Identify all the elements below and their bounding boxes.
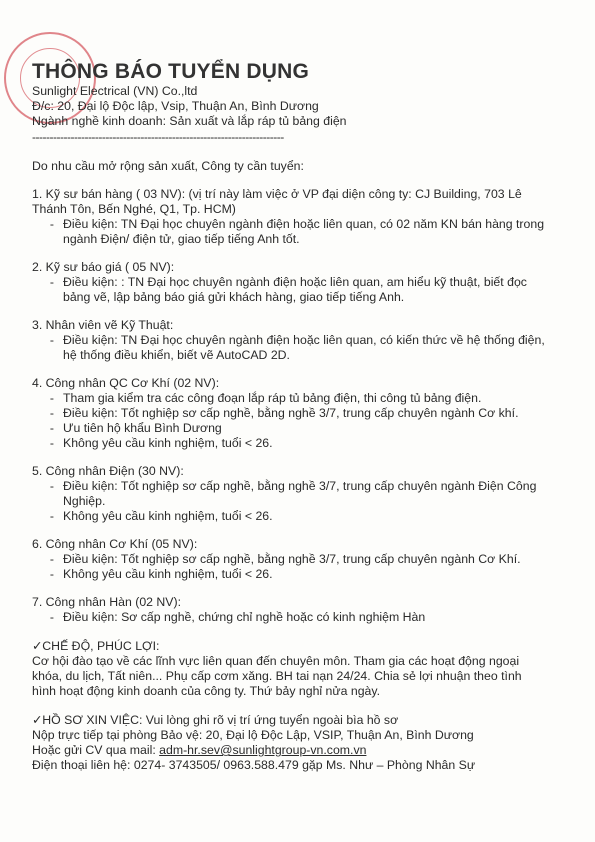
requirement-text — [63, 552, 572, 567]
position-heading: 2. Kỹ sư báo giá ( 05 NV): — [32, 260, 175, 274]
bullet-dash: - — [49, 391, 54, 405]
requirement-item — [32, 509, 572, 524]
requirement-text — [63, 333, 572, 363]
job-posting-document — [32, 60, 572, 773]
position-section — [32, 595, 572, 625]
requirement-line: Điều kiện: : TN Đại học chuyên ngành điện hoặc liên quan, am hiểu kỹ thuật, biết đọc — [63, 275, 527, 289]
bullet-dash: - — [49, 217, 54, 231]
position-section — [32, 260, 572, 305]
requirements-list — [32, 479, 572, 524]
requirement-text — [63, 436, 572, 451]
requirements-list — [32, 552, 572, 582]
intro-text: Do nhu cầu mở rộng sản xuất, Công ty cần tuyển: — [32, 159, 304, 173]
position-heading: 6. Công nhân Cơ Khí (05 NV): — [32, 537, 198, 551]
requirement-item — [32, 552, 572, 567]
position-heading: 4. Công nhân QC Cơ Khí (02 NV): — [32, 376, 220, 390]
requirement-item — [32, 567, 572, 582]
bullet-dash: - — [49, 406, 54, 420]
requirement-line: Điều kiện: Tốt nghiệp sơ cấp nghề, bằng nghề 3/7, trung cấp chuyên ngành Điện Công — [63, 479, 537, 493]
application-phone: Điện thoại liên hệ: 0274- 3743505/ 0963.588.479 gặp Ms. Như – Phòng Nhân Sự — [32, 758, 476, 772]
requirement-item — [32, 333, 572, 363]
bullet-dash: - — [49, 421, 54, 435]
bullet-dash: - — [49, 610, 54, 624]
requirement-line: Tham gia kiểm tra các công đoạn lắp ráp tủ bảng điện, thi công tủ bảng điện. — [63, 391, 482, 405]
requirement-text — [63, 509, 572, 524]
application-line: Nộp trực tiếp tại phòng Bảo vệ: 20, Đại lộ Độc Lập, VSIP, Thuận An, Bình Dương — [32, 728, 474, 742]
bullet-dash: - — [49, 436, 54, 450]
requirement-line: Điều kiện: Tốt nghiệp sơ cấp nghề, bằng nghề 3/7, trung cấp chuyên ngành Cơ Khí. — [63, 552, 521, 566]
business-line: Ngành nghề kinh doanh: Sản xuất và lắp ráp tủ bảng điện — [32, 114, 347, 128]
requirements-list — [32, 333, 572, 363]
position-section — [32, 537, 572, 582]
position-heading: 7. Công nhân Hàn (02 NV): — [32, 595, 182, 609]
requirement-text — [63, 406, 572, 421]
company-address: Đ/c: 20, Đại lộ Độc lập, Vsip, Thuận An, Bình Dương — [32, 99, 319, 113]
benefits-line: hình hoạt động kinh doanh của công ty. Thứ bảy nghỉ nửa ngày. — [32, 684, 381, 698]
requirement-text — [63, 275, 572, 305]
requirement-item — [32, 610, 572, 625]
requirement-item — [32, 406, 572, 421]
bullet-dash: - — [49, 479, 54, 493]
position-section — [32, 376, 572, 451]
bullet-dash: - — [49, 275, 54, 289]
requirement-item — [32, 391, 572, 406]
bullet-dash: - — [49, 509, 54, 523]
requirements-list — [32, 391, 572, 451]
requirement-text — [63, 610, 572, 625]
requirement-line: Nghiệp. — [63, 494, 106, 508]
bullet-dash: - — [49, 552, 54, 566]
requirement-line: Ưu tiên hộ khẩu Bình Dương — [63, 421, 222, 435]
application-heading: ✓HỒ SƠ XIN VIỆC: Vui lòng ghi rõ vị trí ứng tuyển ngoài bìa hồ sơ — [32, 713, 399, 727]
requirement-item — [32, 275, 572, 305]
requirement-text — [63, 421, 572, 436]
positions-list — [32, 187, 572, 625]
requirements-list — [32, 217, 572, 247]
application-section — [32, 713, 572, 773]
position-heading: 5. Công nhân Điện (30 NV): — [32, 464, 184, 478]
bullet-dash: - — [49, 567, 54, 581]
application-email-line — [32, 743, 572, 758]
requirement-text — [63, 217, 572, 247]
benefits-line: khóa, du lịch, Tất niên... Phụ cấp cơm xăng. BH tai nạn 24/24. Chia sẻ lợi nhuận theo tình — [32, 669, 522, 683]
requirement-item — [32, 479, 572, 509]
requirements-list — [32, 275, 572, 305]
requirement-item — [32, 436, 572, 451]
email-prefix: Hoặc gửi CV qua mail: — [32, 743, 160, 757]
benefits-section — [32, 639, 572, 699]
requirement-line: Không yêu cầu kinh nghiệm, tuổi < 26. — [63, 509, 273, 523]
page-title: THÔNG BÁO TUYỂN DỤNG — [32, 60, 309, 83]
position-section — [32, 187, 572, 247]
requirement-text — [63, 479, 572, 509]
requirement-line: bảng vẽ, lập bảng báo giá gửi khách hàng, giao tiếp tiếng Anh. — [63, 290, 405, 304]
requirement-line: Không yêu cầu kinh nghiệm, tuổi < 26. — [63, 436, 273, 450]
requirements-list — [32, 610, 572, 625]
benefits-heading: ✓CHẾ ĐỘ, PHÚC LỢI: — [32, 639, 160, 653]
position-heading: 1. Kỹ sư bán hàng ( 03 NV): (vị trí này làm việc ở VP đại diện công ty: CJ Building, 703 Lê — [32, 187, 522, 201]
position-heading: 3. Nhân viên vẽ Kỹ Thuật: — [32, 318, 174, 332]
requirement-item — [32, 421, 572, 436]
position-section — [32, 464, 572, 524]
requirement-line: Điều kiện: Tốt nghiệp sơ cấp nghề, bằng nghề 3/7, trung cấp chuyên ngành Cơ khí. — [63, 406, 519, 420]
bullet-dash: - — [49, 333, 54, 347]
email-address: adm-hr.sev@sunlightgroup-vn.com.vn — [159, 743, 367, 757]
position-section — [32, 318, 572, 363]
requirement-text — [63, 391, 572, 406]
requirement-line: hệ thống điều khiển, biết vẽ AutoCAD 2D. — [63, 348, 290, 362]
requirement-item — [32, 217, 572, 247]
company-name: Sunlight Electrical (VN) Co.,ltd — [32, 84, 198, 98]
benefits-line: Cơ hội đào tạo về các lĩnh vực liên quan đến chuyên môn. Tham gia các hoạt động ngoại — [32, 654, 520, 668]
requirement-line: Điều kiện: TN Đại học chuyên ngành điện hoặc liên quan, có kiến thức về hệ thống điện, — [63, 333, 545, 347]
requirement-line: Điều kiện: TN Đại học chuyên ngành điện hoặc liên quan, có 02 năm KN bán hàng trong — [63, 217, 545, 231]
requirement-text — [63, 567, 572, 582]
separator-line: ------------------------------------------------------------------------ — [32, 130, 284, 144]
requirement-line: ngành Điện/ điện tử, giao tiếp tiếng Anh tốt. — [63, 232, 300, 246]
requirement-line: Điều kiện: Sơ cấp nghề, chứng chỉ nghề hoặc có kinh nghiệm Hàn — [63, 610, 426, 624]
position-heading: Thánh Tôn, Bến Nghé, Q1, Tp. HCM) — [32, 202, 236, 216]
requirement-line: Không yêu cầu kinh nghiệm, tuổi < 26. — [63, 567, 273, 581]
